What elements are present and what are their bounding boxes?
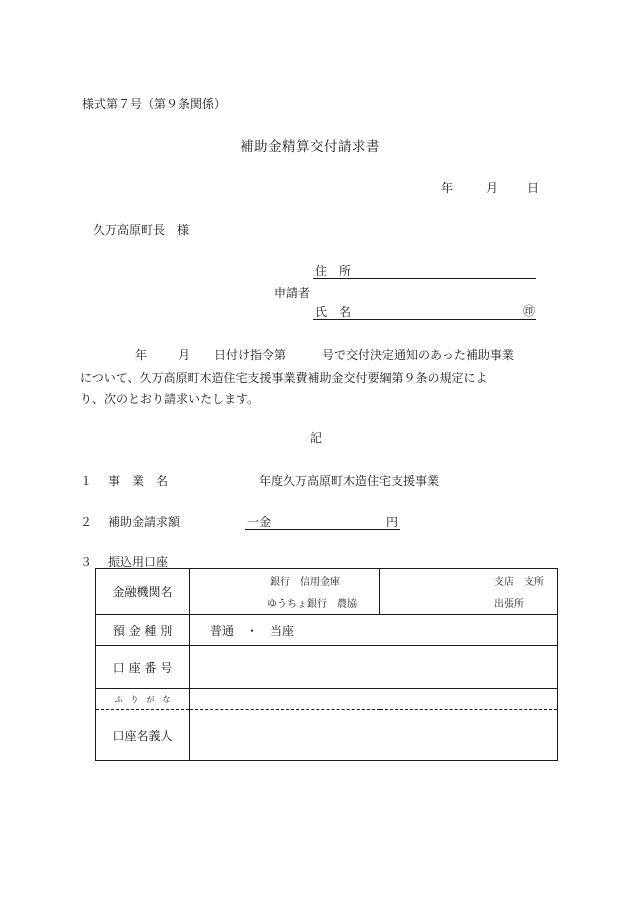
furigana-label: ふ り が な <box>96 689 190 710</box>
holder-label: 口座名義人 <box>96 710 190 761</box>
name-line <box>313 319 536 320</box>
item-1-num: １ <box>80 474 93 488</box>
item-3-label: 振込用口座 <box>108 555 169 569</box>
address-label: 住 所 <box>315 264 352 278</box>
holder-row <box>96 710 558 761</box>
bank-name-cell[interactable] <box>190 569 380 615</box>
bank-label: 金融機関名 <box>96 569 190 615</box>
branch-options-1: 支店 支所 <box>494 577 544 588</box>
page-title: 補助金精算交付請求書 <box>240 139 380 155</box>
amount-prefix: 一金 <box>247 515 272 529</box>
item-2-label: 補助金請求額 <box>108 515 181 529</box>
body-month: 月 <box>178 348 191 362</box>
deposit-row <box>96 615 558 646</box>
account-number-row <box>96 646 558 689</box>
deposit-value[interactable]: 普通 ・ 当座 <box>190 615 558 646</box>
date-day: 日 <box>527 181 540 195</box>
addressee: 久万高原町長 様 <box>93 223 190 237</box>
account-number-label: 口 座 番 号 <box>96 646 190 689</box>
item-3-num: ３ <box>80 555 93 569</box>
bank-options-2: ゆうちょ銀行 農協 <box>267 599 357 610</box>
branch-options-2: 出張所 <box>494 599 524 610</box>
address-line <box>313 278 536 279</box>
holder-input[interactable] <box>190 710 558 761</box>
branch-cell[interactable] <box>380 569 558 615</box>
date-year: 年 <box>441 181 454 195</box>
applicant-label: 申請者 <box>274 286 311 300</box>
account-number-input[interactable] <box>190 646 558 689</box>
body-line-3: り、次のとおり請求いたします。 <box>80 392 260 406</box>
body-year: 年 <box>135 348 148 362</box>
bank-options-1: 銀行 信用金庫 <box>270 577 340 588</box>
account-table <box>95 568 558 761</box>
body-line-1: 日付け指令第 号で交付決定通知のあった補助事業 <box>214 348 514 362</box>
furigana-row <box>96 689 558 710</box>
form-number: 様式第７号（第９条関係） <box>82 97 227 111</box>
item-1-value: 年度久万高原町木造住宅支援事業 <box>259 474 440 488</box>
furigana-input[interactable] <box>190 689 558 710</box>
name-label: 氏 名 <box>315 305 352 319</box>
amount-suffix: 円 <box>386 515 399 529</box>
bank-row <box>96 569 558 615</box>
item-2-num: ２ <box>80 515 93 529</box>
amount-line <box>245 529 400 530</box>
ki-heading: 記 <box>310 431 323 445</box>
body-line-2: について、久万高原町木造住宅支援事業費補助金交付要綱第９条の規定によ <box>80 371 488 385</box>
seal-mark: ㊞ <box>523 304 536 318</box>
deposit-label: 預 金 種 別 <box>96 615 190 646</box>
date-month: 月 <box>486 181 499 195</box>
item-1-label: 事 業 名 <box>108 474 169 488</box>
